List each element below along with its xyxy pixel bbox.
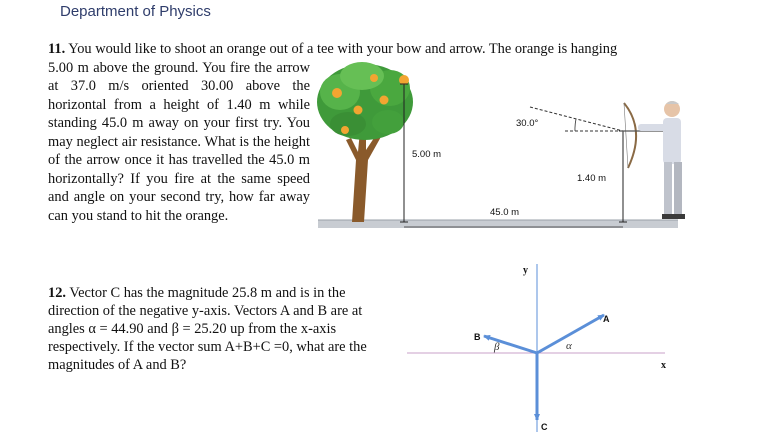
shooter-height-label: 1.40 m <box>577 173 607 184</box>
distance-label: 45.0 m <box>490 207 520 218</box>
vector-a-label: A <box>603 314 610 324</box>
projectile-figure <box>317 62 685 228</box>
angle-label: 30.0° <box>516 118 539 129</box>
vector-b-arrow <box>484 336 537 353</box>
vector-c-label: C <box>541 422 548 432</box>
problem-12-text: Vector C has the magnitude 25.8 m and is in the direction of the negative y-axis. Vectors A and B are at angles α = 44.90 and β = 25.20 up from the x-axis respectively. If the vector sum A+B+C =0, what are the magnitudes of A and B? <box>48 285 367 373</box>
problem-11-number: 11. <box>48 41 66 57</box>
alpha-label: α <box>566 340 572 352</box>
orange-fruit-icon <box>332 88 342 98</box>
vector-b-label: B <box>474 332 481 342</box>
problem-12-number: 12. <box>48 285 66 301</box>
height-label: 5.00 m <box>412 149 442 160</box>
beta-label: β <box>494 341 500 353</box>
problem-11-text: 5.00 m above the ground. You fire the arrow at 37.0 m/s oriented 30.00 above the horizontal from a height of 1.40 m while standing 45.0 m away on your first try. You may neglect air resistance. What is the height of the arrow once it has travelled the 45.0 m horizontally? If you fire at the same speed and angle on your second try, how far away can you stand to hit the orange. <box>48 59 310 224</box>
problem-11-first-line-text: You would like to shoot an orange out of a tee with your bow and arrow. The orange is hanging <box>68 41 618 57</box>
tree-icon <box>317 62 413 222</box>
launch-direction-line <box>530 107 623 131</box>
y-axis-label: y <box>523 265 528 276</box>
x-axis-label: x <box>661 360 666 371</box>
vector-diagram <box>407 264 666 432</box>
archer-icon <box>620 101 685 219</box>
department-header: Department of Physics <box>60 3 211 20</box>
